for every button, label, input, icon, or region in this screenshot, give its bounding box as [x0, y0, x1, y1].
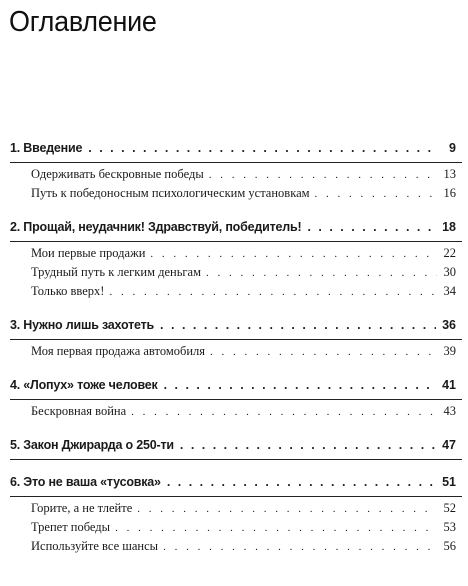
dot-leader — [115, 522, 437, 534]
chapter-entry[interactable] — [10, 220, 462, 242]
section-page-number: 13 — [443, 167, 456, 181]
dot-leader — [167, 475, 436, 489]
dot-leader — [88, 141, 436, 155]
dot-leader — [307, 220, 436, 234]
chapter-entry[interactable] — [10, 475, 462, 497]
dot-leader — [206, 267, 437, 279]
section-entry[interactable] — [31, 246, 462, 265]
page-title: Оглавление — [9, 6, 157, 38]
dot-leader — [160, 318, 436, 332]
section-title: Используйте все шансы — [31, 539, 159, 553]
chapter-page-number: 47 — [442, 438, 456, 452]
chapter-4 — [10, 378, 462, 423]
chapter-5 — [10, 438, 462, 460]
dot-leader — [315, 188, 437, 200]
chapter-title: 5. Закон Джирарда о 250-ти — [10, 438, 174, 452]
chapter-page-number: 18 — [442, 220, 456, 234]
chapter-page-number: 36 — [442, 318, 456, 332]
chapter-title: 4. «Лопух» тоже человек — [10, 378, 158, 392]
chapter-title: 1. Введение — [10, 141, 83, 155]
section-title: Одерживать бескровные победы — [31, 167, 204, 181]
section-page-number: 39 — [443, 344, 456, 358]
chapter-page-number: 9 — [449, 141, 456, 155]
section-page-number: 22 — [443, 246, 456, 260]
chapter-title: 6. Это не ваша «тусовка» — [10, 475, 161, 489]
section-entry[interactable] — [31, 404, 462, 423]
chapter-entry[interactable] — [10, 318, 462, 340]
dot-leader — [164, 378, 436, 392]
chapter-page-number: 51 — [442, 475, 456, 489]
section-entry[interactable] — [31, 265, 462, 284]
chapter-title: 3. Нужно лишь захотеть — [10, 318, 155, 332]
section-entry[interactable] — [31, 167, 462, 186]
chapter-title: 2. Прощай, неудачник! Здравствуй, победитель! — [10, 220, 302, 234]
dot-leader — [163, 541, 437, 553]
section-title: Трепет победы — [31, 520, 111, 534]
section-page-number: 52 — [443, 501, 456, 515]
section-entry[interactable] — [31, 520, 462, 539]
chapter-entry[interactable] — [10, 378, 462, 400]
chapter-page-number: 41 — [442, 378, 456, 392]
section-entry[interactable] — [31, 539, 462, 558]
chapter-2 — [10, 220, 462, 303]
section-title: Путь к победоносным психологическим установкам — [31, 186, 310, 200]
dot-leader — [209, 169, 437, 181]
section-title: Моя первая продажа автомобиля — [31, 344, 206, 358]
dot-leader — [137, 503, 437, 515]
section-title: Мои первые продажи — [31, 246, 146, 260]
section-entry[interactable] — [31, 186, 462, 205]
dot-leader — [109, 286, 437, 298]
section-entry[interactable] — [31, 501, 462, 520]
section-page-number: 34 — [443, 284, 456, 298]
section-page-number: 43 — [443, 404, 456, 418]
section-page-number: 30 — [443, 265, 456, 279]
section-entry[interactable] — [31, 344, 462, 363]
chapter-6 — [10, 475, 462, 558]
section-page-number: 16 — [443, 186, 456, 200]
section-entry[interactable] — [31, 284, 462, 303]
dot-leader — [150, 248, 437, 260]
section-title: Горите, а не тлейте — [31, 501, 133, 515]
chapter-entry[interactable] — [10, 141, 462, 163]
section-title: Бескровная война — [31, 404, 127, 418]
dot-leader — [180, 438, 436, 452]
dot-leader — [131, 406, 437, 418]
chapter-entry[interactable] — [10, 438, 462, 460]
chapter-1 — [10, 141, 462, 205]
dot-leader — [210, 346, 437, 358]
section-page-number: 56 — [443, 539, 456, 553]
section-title: Трудный путь к легким деньгам — [31, 265, 201, 279]
chapter-3 — [10, 318, 462, 363]
table-of-contents — [10, 141, 462, 573]
section-title: Только вверх! — [31, 284, 105, 298]
section-page-number: 53 — [443, 520, 456, 534]
